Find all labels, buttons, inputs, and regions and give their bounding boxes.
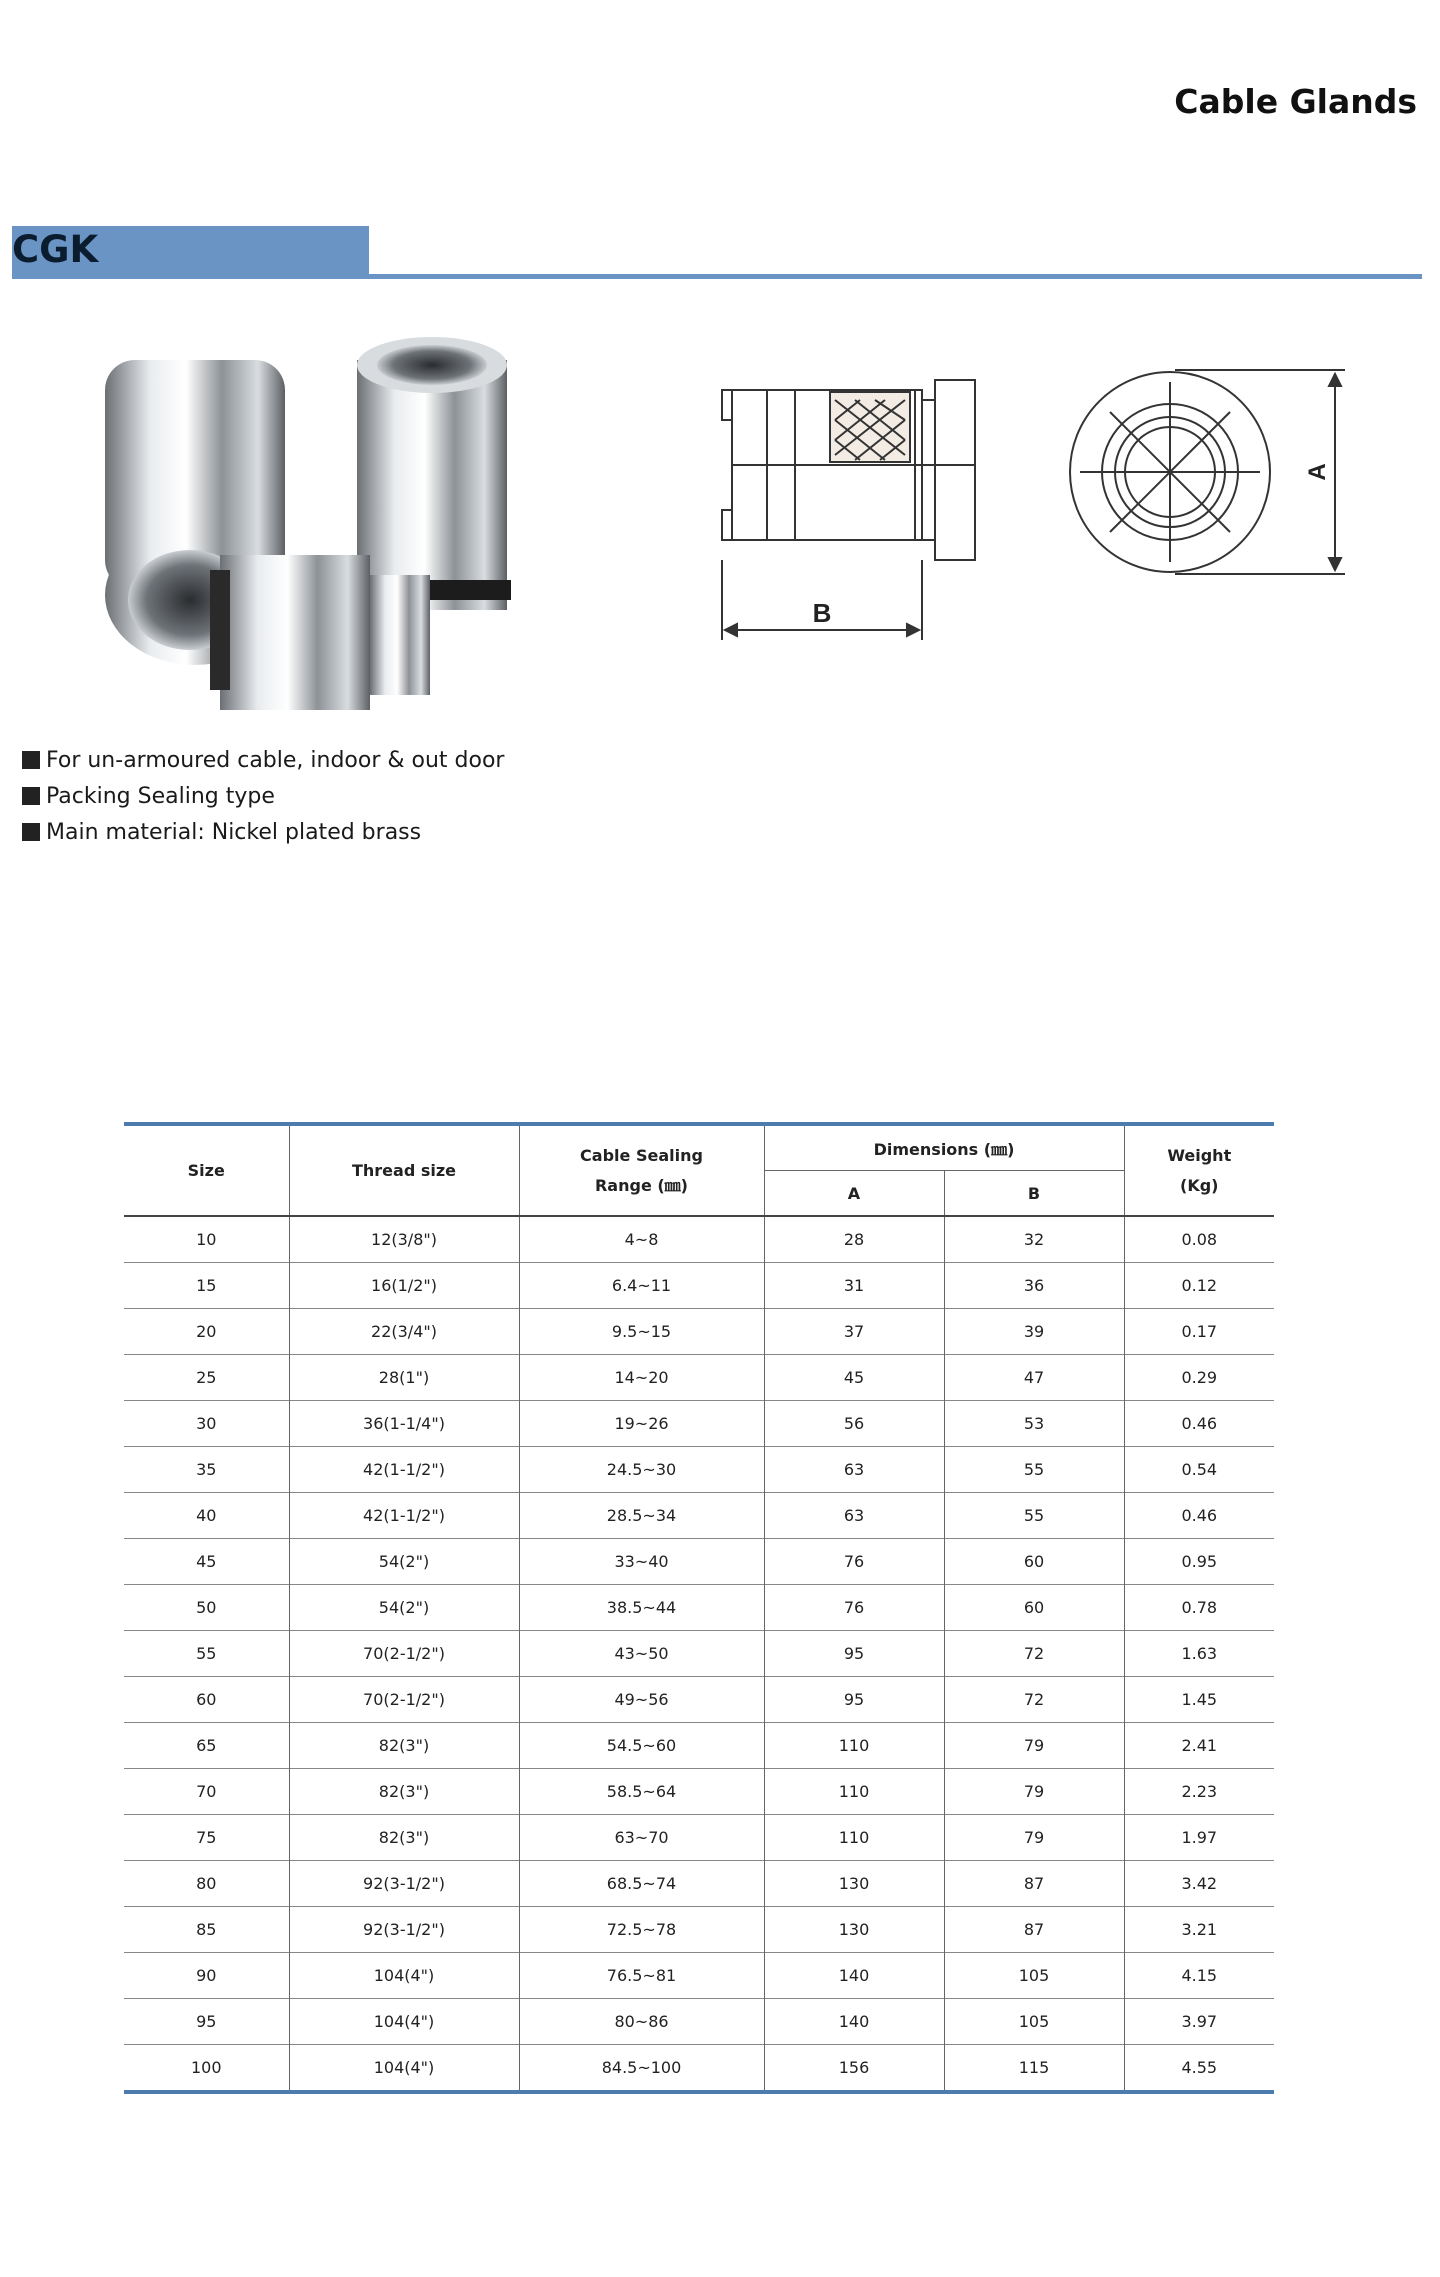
table-row	[124, 1907, 1274, 1953]
table-row	[124, 1861, 1274, 1907]
dim-a-cell: 140	[764, 1953, 944, 1999]
size-cell: 85	[124, 1907, 289, 1953]
front-view-drawing	[1045, 352, 1355, 592]
sealing-range-cell: 19~26	[519, 1401, 764, 1447]
dim-a-cell: 28	[764, 1216, 944, 1263]
thread-size-cell: 54(2")	[289, 1585, 519, 1631]
dim-b-cell: 79	[944, 1723, 1124, 1769]
dim-b-cell: 105	[944, 1999, 1124, 2045]
dim-b-cell: 115	[944, 2045, 1124, 2093]
thread-size-cell: 54(2")	[289, 1539, 519, 1585]
page-title: Cable Glands	[1174, 82, 1417, 121]
dim-b-cell: 87	[944, 1907, 1124, 1953]
feature-list	[22, 742, 504, 850]
table-row	[124, 1401, 1274, 1447]
table-row	[124, 1815, 1274, 1861]
table-row	[124, 1953, 1274, 1999]
feature-text: For un-armoured cable, indoor & out door	[46, 747, 505, 773]
table-row	[124, 1447, 1274, 1493]
dim-b-cell: 72	[944, 1677, 1124, 1723]
thread-size-cell: 92(3-1/2")	[289, 1861, 519, 1907]
sealing-range-cell: 14~20	[519, 1355, 764, 1401]
dim-b-cell: 53	[944, 1401, 1124, 1447]
product-code: CGK	[12, 228, 99, 271]
thread-size-cell: 42(1-1/2")	[289, 1493, 519, 1539]
square-bullet-icon	[22, 787, 40, 805]
sealing-range-cell: 9.5~15	[519, 1309, 764, 1355]
weight-cell: 3.21	[1124, 1907, 1274, 1953]
sealing-range-cell: 68.5~74	[519, 1861, 764, 1907]
dim-b-cell: 60	[944, 1585, 1124, 1631]
sealing-range-cell: 80~86	[519, 1999, 764, 2045]
sealing-range-cell: 4~8	[519, 1216, 764, 1263]
table-row	[124, 1999, 1274, 2045]
table-row	[124, 1355, 1274, 1401]
weight-cell: 4.55	[1124, 2045, 1274, 2093]
dim-a-cell: 110	[764, 1815, 944, 1861]
size-cell: 75	[124, 1815, 289, 1861]
size-cell: 25	[124, 1355, 289, 1401]
size-cell: 90	[124, 1953, 289, 1999]
size-cell: 60	[124, 1677, 289, 1723]
feature-item	[22, 778, 504, 814]
weight-cell: 1.63	[1124, 1631, 1274, 1677]
header-thread-size: Thread size	[289, 1124, 519, 1216]
dim-a-cell: 130	[764, 1907, 944, 1953]
header-dim-b: B	[944, 1171, 1124, 1217]
header-weight: Weight (Kg)	[1124, 1124, 1274, 1216]
weight-cell: 0.54	[1124, 1447, 1274, 1493]
size-cell: 55	[124, 1631, 289, 1677]
weight-cell: 4.15	[1124, 1953, 1274, 1999]
header-size: Size	[124, 1124, 289, 1216]
thread-size-cell: 70(2-1/2")	[289, 1631, 519, 1677]
sealing-range-cell: 72.5~78	[519, 1907, 764, 1953]
dim-b-cell: 55	[944, 1493, 1124, 1539]
size-cell: 20	[124, 1309, 289, 1355]
weight-cell: 2.23	[1124, 1769, 1274, 1815]
weight-cell: 0.17	[1124, 1309, 1274, 1355]
weight-cell: 1.45	[1124, 1677, 1274, 1723]
sealing-range-cell: 28.5~34	[519, 1493, 764, 1539]
table-row	[124, 1769, 1274, 1815]
table-row	[124, 1585, 1274, 1631]
dim-a-cell: 156	[764, 2045, 944, 2093]
weight-cell: 1.97	[1124, 1815, 1274, 1861]
thread-size-cell: 22(3/4")	[289, 1309, 519, 1355]
dim-a-cell: 130	[764, 1861, 944, 1907]
thread-size-cell: 36(1-1/4")	[289, 1401, 519, 1447]
sealing-range-cell: 49~56	[519, 1677, 764, 1723]
thread-size-cell: 42(1-1/2")	[289, 1447, 519, 1493]
size-cell: 70	[124, 1769, 289, 1815]
table-row	[124, 2045, 1274, 2093]
thread-size-cell: 82(3")	[289, 1815, 519, 1861]
dim-a-cell: 95	[764, 1677, 944, 1723]
square-bullet-icon	[22, 751, 40, 769]
size-cell: 65	[124, 1723, 289, 1769]
sealing-range-cell: 24.5~30	[519, 1447, 764, 1493]
dim-b-cell: 32	[944, 1216, 1124, 1263]
dim-a-cell: 56	[764, 1401, 944, 1447]
dim-a-cell: 63	[764, 1447, 944, 1493]
dim-a-cell: 63	[764, 1493, 944, 1539]
weight-cell: 0.46	[1124, 1401, 1274, 1447]
dimension-b-label: B	[812, 598, 832, 628]
weight-cell: 3.97	[1124, 1999, 1274, 2045]
dim-b-cell: 47	[944, 1355, 1124, 1401]
size-cell: 100	[124, 2045, 289, 2093]
square-bullet-icon	[22, 823, 40, 841]
sealing-range-cell: 43~50	[519, 1631, 764, 1677]
dim-a-cell: 31	[764, 1263, 944, 1309]
product-photo	[85, 330, 585, 720]
side-view-drawing	[720, 360, 1030, 660]
sealing-range-cell: 54.5~60	[519, 1723, 764, 1769]
feature-text: Packing Sealing type	[46, 783, 275, 809]
dim-a-cell: 95	[764, 1631, 944, 1677]
dim-b-cell: 72	[944, 1631, 1124, 1677]
size-cell: 40	[124, 1493, 289, 1539]
dim-a-cell: 76	[764, 1585, 944, 1631]
specification-table	[124, 1122, 1274, 2094]
dim-b-cell: 60	[944, 1539, 1124, 1585]
weight-cell: 0.12	[1124, 1263, 1274, 1309]
size-cell: 50	[124, 1585, 289, 1631]
weight-cell: 0.08	[1124, 1216, 1274, 1263]
size-cell: 95	[124, 1999, 289, 2045]
thread-size-cell: 104(4")	[289, 1999, 519, 2045]
sealing-range-cell: 33~40	[519, 1539, 764, 1585]
feature-item	[22, 814, 504, 850]
thread-size-cell: 16(1/2")	[289, 1263, 519, 1309]
dim-b-cell: 36	[944, 1263, 1124, 1309]
dim-b-cell: 105	[944, 1953, 1124, 1999]
feature-item	[22, 742, 504, 778]
table-row	[124, 1631, 1274, 1677]
section-divider	[12, 274, 1422, 279]
table-row	[124, 1723, 1274, 1769]
thread-size-cell: 82(3")	[289, 1723, 519, 1769]
sealing-range-cell: 84.5~100	[519, 2045, 764, 2093]
weight-cell: 2.41	[1124, 1723, 1274, 1769]
table-row	[124, 1263, 1274, 1309]
table-body	[124, 1216, 1274, 2092]
size-cell: 15	[124, 1263, 289, 1309]
table-row	[124, 1493, 1274, 1539]
dim-a-cell: 45	[764, 1355, 944, 1401]
dim-b-cell: 39	[944, 1309, 1124, 1355]
dim-b-cell: 79	[944, 1815, 1124, 1861]
dim-a-cell: 140	[764, 1999, 944, 2045]
weight-cell: 0.78	[1124, 1585, 1274, 1631]
sealing-range-cell: 63~70	[519, 1815, 764, 1861]
table-row	[124, 1216, 1274, 1263]
dim-a-cell: 110	[764, 1723, 944, 1769]
thread-size-cell: 28(1")	[289, 1355, 519, 1401]
header-dimensions: Dimensions (㎜)	[764, 1124, 1124, 1171]
table-row	[124, 1309, 1274, 1355]
dim-a-cell: 76	[764, 1539, 944, 1585]
size-cell: 80	[124, 1861, 289, 1907]
table-row	[124, 1677, 1274, 1723]
sealing-range-cell: 58.5~64	[519, 1769, 764, 1815]
thread-size-cell: 12(3/8")	[289, 1216, 519, 1263]
dim-a-cell: 110	[764, 1769, 944, 1815]
thread-size-cell: 82(3")	[289, 1769, 519, 1815]
weight-cell: 0.46	[1124, 1493, 1274, 1539]
dim-b-cell: 79	[944, 1769, 1124, 1815]
size-cell: 45	[124, 1539, 289, 1585]
weight-cell: 0.29	[1124, 1355, 1274, 1401]
header-cable-sealing: Cable Sealing Range (㎜)	[519, 1124, 764, 1216]
dim-a-cell: 37	[764, 1309, 944, 1355]
thread-size-cell: 70(2-1/2")	[289, 1677, 519, 1723]
header-dim-a: A	[764, 1171, 944, 1217]
dimension-a-label: A	[1304, 463, 1331, 481]
sealing-range-cell: 76.5~81	[519, 1953, 764, 1999]
size-cell: 10	[124, 1216, 289, 1263]
thread-size-cell: 104(4")	[289, 2045, 519, 2093]
sealing-range-cell: 6.4~11	[519, 1263, 764, 1309]
sealing-range-cell: 38.5~44	[519, 1585, 764, 1631]
weight-cell: 0.95	[1124, 1539, 1274, 1585]
size-cell: 30	[124, 1401, 289, 1447]
size-cell: 35	[124, 1447, 289, 1493]
thread-size-cell: 104(4")	[289, 1953, 519, 1999]
table-row	[124, 1539, 1274, 1585]
dim-b-cell: 55	[944, 1447, 1124, 1493]
thread-size-cell: 92(3-1/2")	[289, 1907, 519, 1953]
weight-cell: 3.42	[1124, 1861, 1274, 1907]
dim-b-cell: 87	[944, 1861, 1124, 1907]
feature-text: Main material: Nickel plated brass	[46, 819, 422, 845]
